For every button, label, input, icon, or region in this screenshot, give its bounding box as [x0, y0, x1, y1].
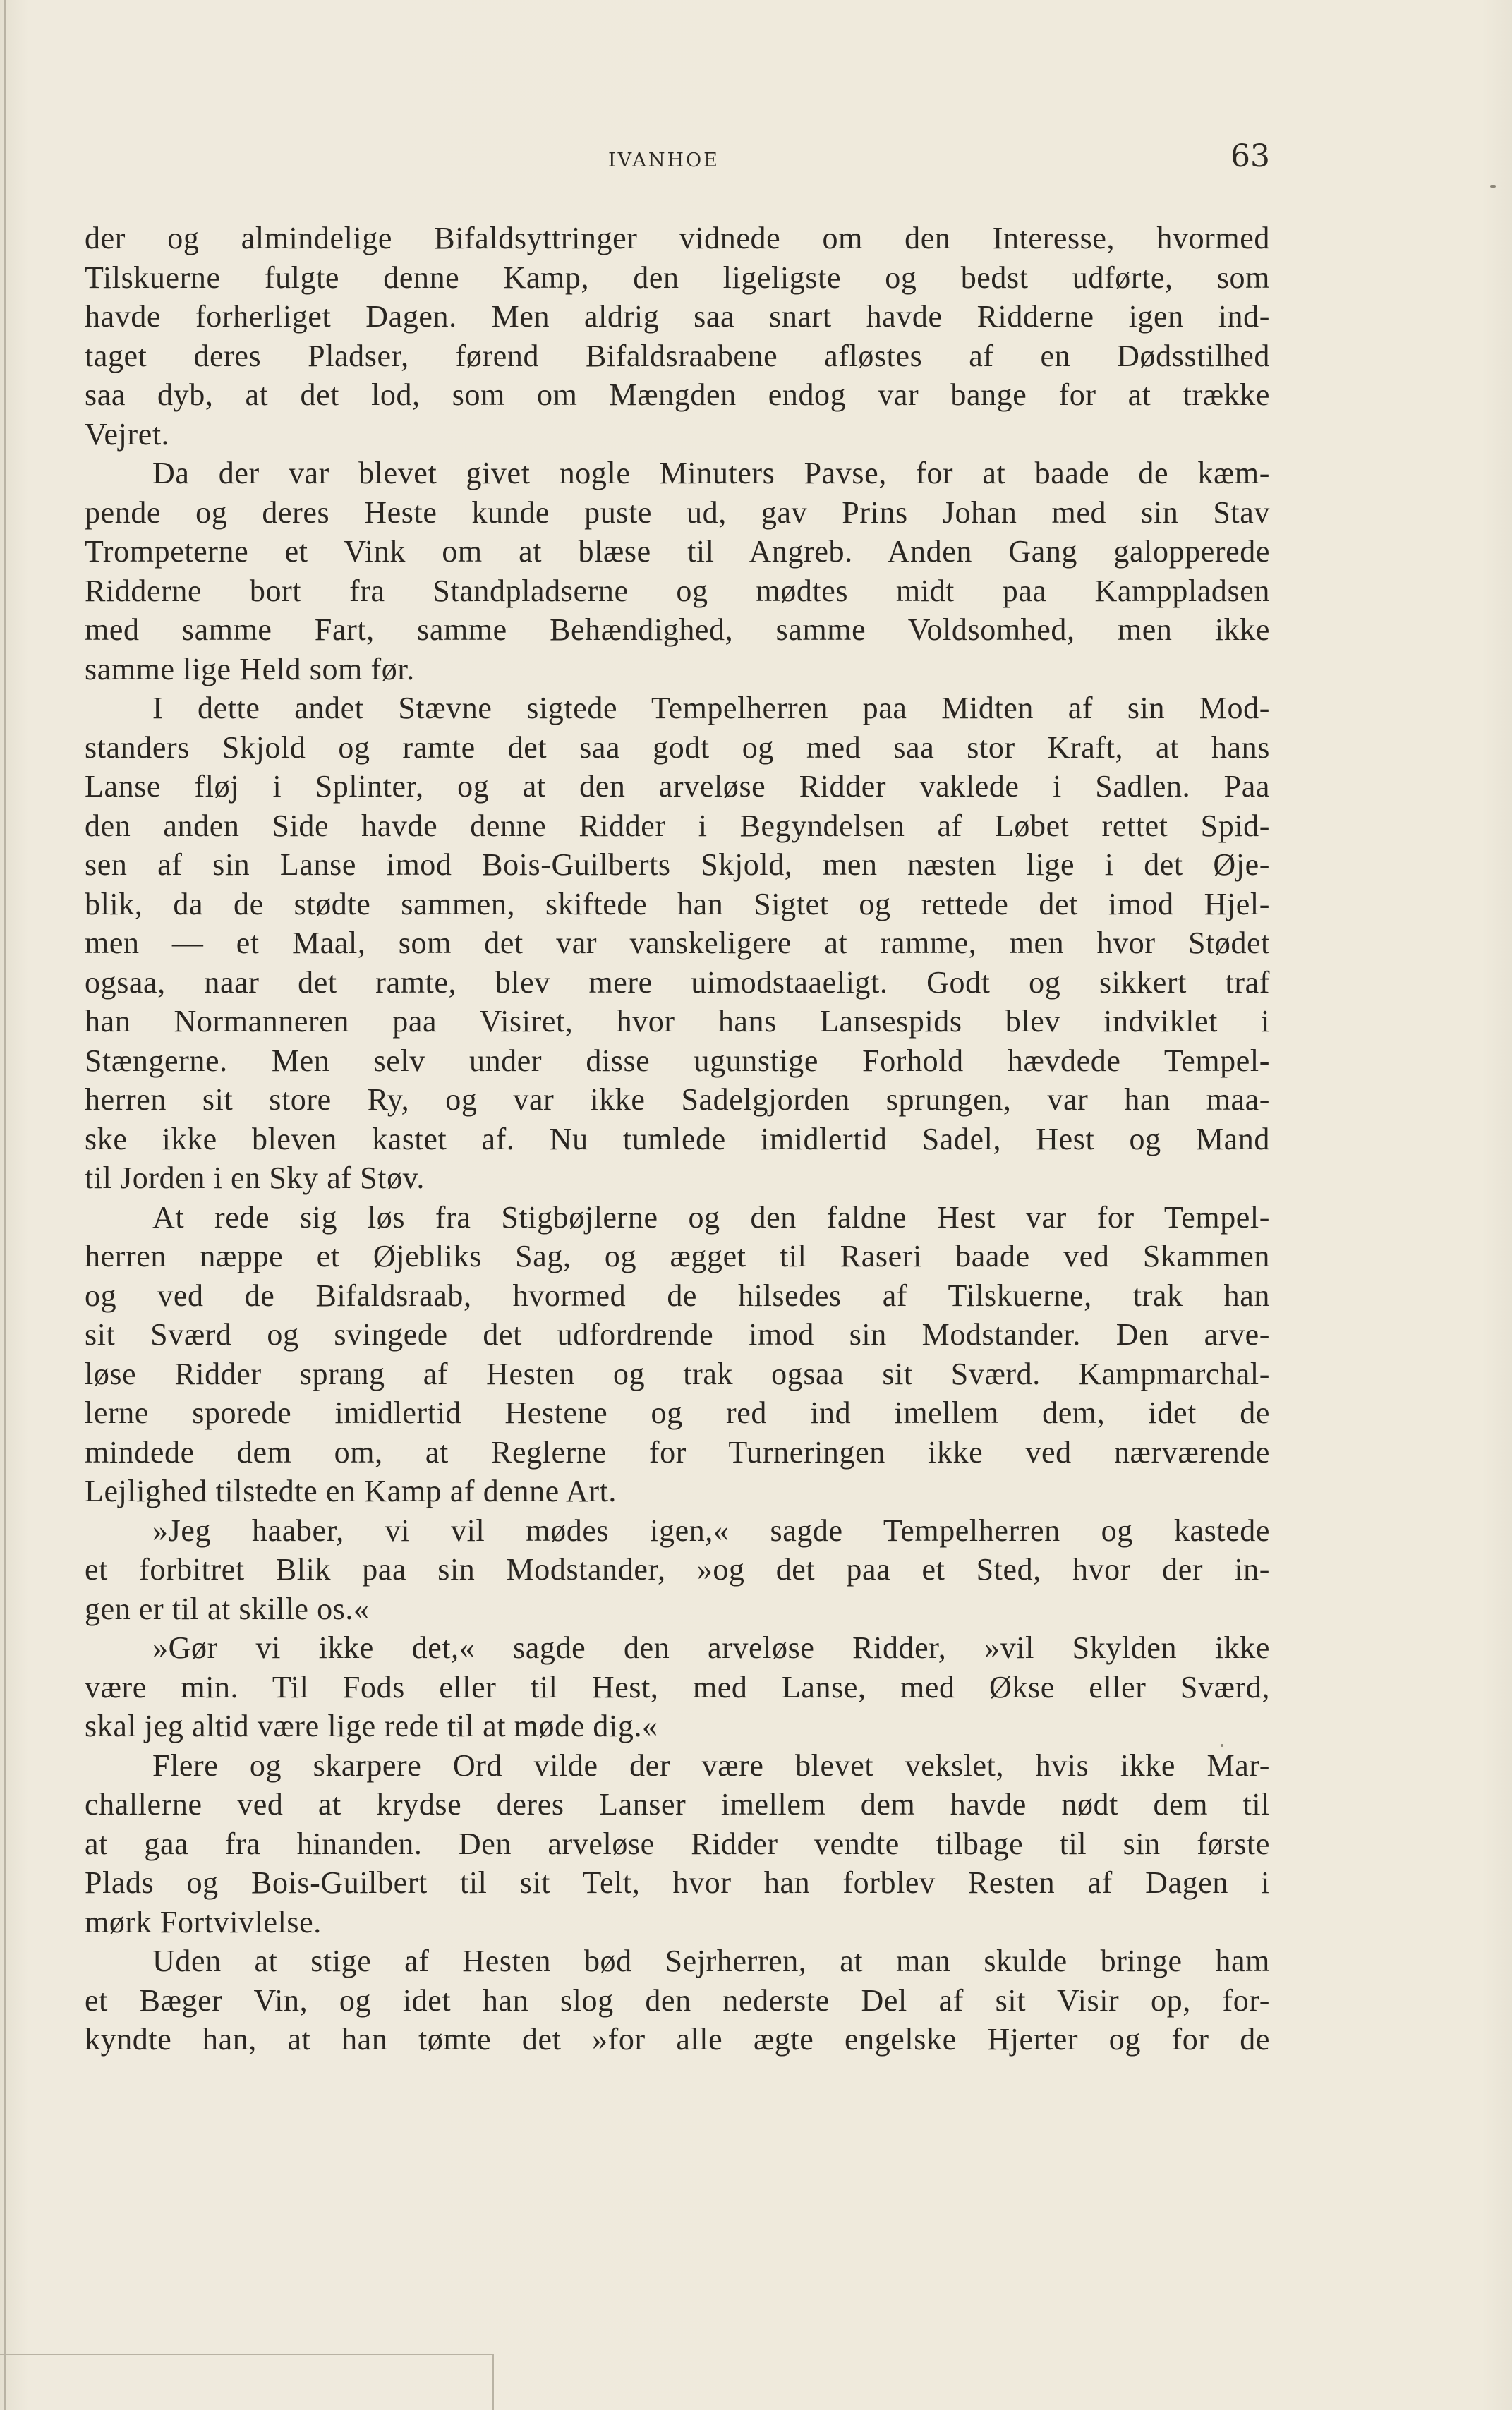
- scan-edge-rule: [0, 2354, 494, 2355]
- text-line: at gaa fra hinanden. Den arveløse Ridder vendte tilbage til sin første: [85, 1826, 1270, 1861]
- page-header: [85, 138, 1270, 181]
- text-line: der og almindelige Bifaldsyttringer vidnede om den Interesse, hvormed: [85, 221, 1270, 255]
- text-line: pende og deres Heste kunde puste ud, gav Prins Johan med sin Stav: [85, 495, 1270, 530]
- text-line: mindede dem om, at Reglerne for Turneringen ikke ved nærværende: [85, 1434, 1270, 1470]
- text-line: ogsaa, naar det ramte, blev mere uimodstaaeligt. Godt og sikkert traf: [85, 964, 1270, 1000]
- text-line: herren sit store Ry, og var ikke Sadelgjorden sprungen, var han maa-: [85, 1082, 1270, 1117]
- text-line: Lanse fløj i Splinter, og at den arveløse Ridder vaklede i Sadlen. Paa: [85, 769, 1270, 804]
- text-line: Ridderne bort fra Standpladserne og mødtes midt paa Kamppladsen: [85, 573, 1270, 608]
- text-line: lerne sporede imidlertid Hestene og red ind imellem dem, idet de: [85, 1395, 1270, 1430]
- text-line: Da der var blevet givet nogle Minuters Pavse, for at baade de kæm-: [152, 456, 1270, 490]
- text-line: I dette andet Stævne sigtede Tempelherren paa Midten af sin Mod-: [152, 691, 1270, 725]
- text-line: Tilskuerne fulgte denne Kamp, den ligeligste og bedst udførte, som: [85, 260, 1270, 295]
- text-line: og ved de Bifaldsraab, hvormed de hilsedes af Tilskuerne, trak han: [85, 1278, 1270, 1313]
- text-line: men — et Maal, som det var vanskeligere at ramme, men hvor Stødet: [85, 926, 1270, 960]
- text-line: herren næppe et Øjebliks Sag, og ægget til Raseri baade ved Skammen: [85, 1239, 1270, 1273]
- text-line: skal jeg altid være lige rede til at møde dig.«: [85, 1709, 658, 1743]
- text-line: ske ikke bleven kastet af. Nu tumlede imidlertid Sadel, Hest og Mand: [85, 1121, 1270, 1156]
- text-line: være min. Til Fods eller til Hest, med Lanse, med Økse eller Sværd,: [85, 1669, 1270, 1704]
- print-speck: [1490, 185, 1496, 188]
- text-line: Trompeterne et Vink om at blæse til Angreb. Anden Gang galopperede: [85, 534, 1270, 569]
- text-line: standers Skjold og ramte det saa godt og med saa stor Kraft, at hans: [85, 729, 1270, 765]
- text-line: Uden at stige af Hesten bød Sejrherren, at man skulde bringe ham: [152, 1944, 1270, 1978]
- text-line: kyndte han, at han tømte det »for alle ægte engelske Hjerter og for de: [85, 2022, 1270, 2057]
- text-line: Flere og skarpere Ord vilde der være blevet vekslet, hvis ikke Mar-: [152, 1748, 1270, 1783]
- text-line: mørk Fortvivlelse.: [85, 1904, 322, 1939]
- text-line: challerne ved at krydse deres Lanser imellem dem havde nødt dem til: [85, 1787, 1270, 1822]
- text-line: sen af sin Lanse imod Bois-Guilberts Skjold, men næsten lige i det Øje-: [85, 847, 1270, 882]
- text-line: Lejlighed tilstedte en Kamp af denne Art.: [85, 1474, 617, 1508]
- scan-edge-tick: [492, 2354, 494, 2410]
- text-line: gen er til at skille os.«: [85, 1591, 370, 1626]
- text-line: taget deres Pladser, førend Bifaldsraabene afløstes af en Dødsstilhed: [85, 338, 1270, 373]
- text-line: Plads og Bois-Guilbert til sit Telt, hvor han forblev Resten af Dagen i: [85, 1865, 1270, 1900]
- text-line: blik, da de stødte sammen, skiftede han Sigtet og rettede det imod Hjel-: [85, 886, 1270, 921]
- text-line: sit Sværd og svingede det udfordrende imod sin Modstander. Den arve-: [85, 1317, 1270, 1352]
- running-title: IVANHOE: [608, 150, 720, 171]
- text-line: et forbitret Blik paa sin Modstander, »og det paa et Sted, hvor der in-: [85, 1552, 1270, 1587]
- text-line: Stængerne. Men selv under disse ugunstige Forhold hævdede Tempel-: [85, 1043, 1270, 1078]
- text-line: Vejret.: [85, 416, 170, 452]
- text-line: til Jorden i en Sky af Støv.: [85, 1161, 425, 1195]
- page-number: 63: [1230, 138, 1270, 174]
- text-line: et Bæger Vin, og idet han slog den nederste Del af sit Visir op, for-: [85, 1982, 1270, 2018]
- text-line: han Normanneren paa Visiret, hvor hans Lansespids blev indviklet i: [85, 1004, 1270, 1039]
- text-line: At rede sig løs fra Stigbøjlerne og den faldne Hest var for Tempel-: [152, 1199, 1270, 1235]
- text-line: havde forherliget Dagen. Men aldrig saa snart havde Ridderne igen ind-: [85, 299, 1270, 334]
- text-line: løse Ridder sprang af Hesten og trak ogsaa sit Sværd. Kampmarchal-: [85, 1356, 1270, 1391]
- text-line: med samme Fart, samme Behændighed, samme Voldsomhed, men ikke: [85, 612, 1270, 647]
- body-text: [85, 219, 1270, 2059]
- text-line: »Gør vi ikke det,« sagde den arveløse Ridder, »vil Skylden ikke: [152, 1630, 1270, 1665]
- text-line: »Jeg haaber, vi vil mødes igen,« sagde Tempelherren og kastede: [152, 1513, 1270, 1548]
- page-edge-line: [4, 0, 6, 2410]
- text-line: saa dyb, at det lod, som om Mængden endog var bange for at trække: [85, 377, 1270, 412]
- text-line: den anden Side havde denne Ridder i Begyndelsen af Løbet rettet Spid-: [85, 808, 1270, 843]
- text-line: samme lige Held som før.: [85, 651, 415, 686]
